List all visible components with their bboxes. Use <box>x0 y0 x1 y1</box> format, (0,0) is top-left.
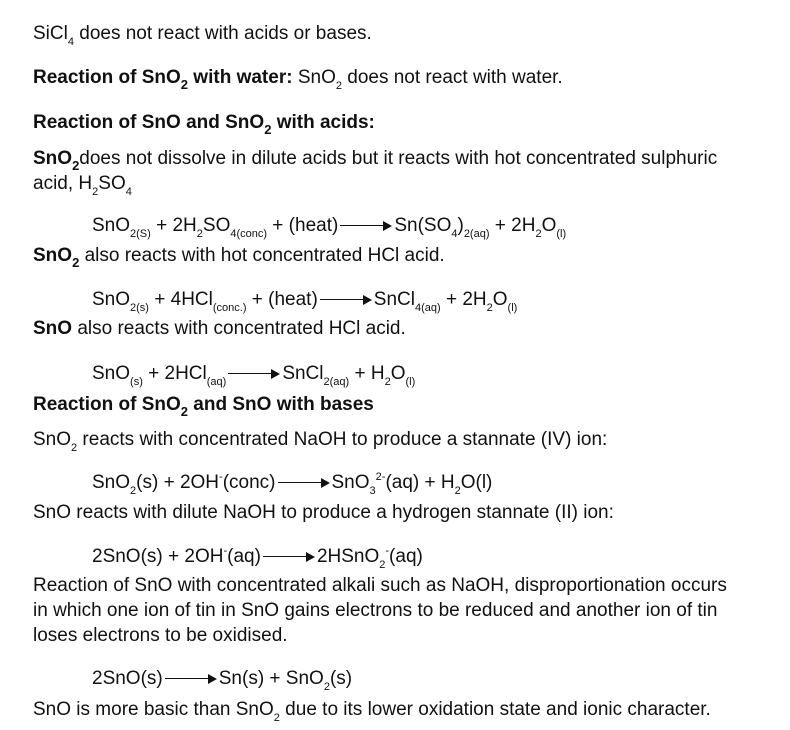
equation-sno2-naoh: SnO$_2$(s) + 2OH-(conc) $SnO_3^{2-}(aq) + H_2O(l)$ <box>92 471 493 497</box>
disproportionation-line-3: loses electrons to be oxidised. <box>33 625 288 646</box>
reaction-arrow-icon <box>228 369 280 379</box>
water-reaction-line: Reaction of SnO$_2$ with water: SnO$_2$ does not react with water. <box>33 67 563 92</box>
disproportionation-line-2: in which one ion of tin in SnO gains electrons to be reduced and another ion of tin <box>33 600 718 621</box>
equation-sno-hcl: SnO$_{(s)}$ + 2HCl$_{(aq)}$ SnCl$_{2(aq)}$ + $H_2O_{(l)}$ <box>92 363 416 388</box>
water-heading: Reaction of SnO$_2$ with water: <box>33 67 293 92</box>
sno-hcl-text: SnO also reacts with concentrated HCl acid. <box>33 318 406 339</box>
sno2-dilute-acid-text: SnO$_2$does not dissolve in dilute acids but it reacts with hot concentrated sulphuric <box>33 148 718 173</box>
sicl4-statement: SiCl$_4$ does not react with acids or bases. <box>33 23 372 48</box>
reaction-arrow-icon <box>340 221 392 231</box>
reaction-arrow-icon <box>263 552 315 562</box>
equation-disproportionation: 2SnO(s) Sn(s) + SnO$_2$(s) <box>92 668 353 693</box>
sno2-naoh-text: SnO$_2$ reacts with concentrated NaOH to produce a stannate (IV) ion: <box>33 429 608 454</box>
equation-sno2-h2so4: $SnO_{2(S)} + 2H_2SO_{4(conc)}$ + (heat) $Sn(SO_4)_{2(aq)} + 2H_2O_{(l)}$ <box>92 215 567 240</box>
sno-naoh-text: SnO reacts with dilute NaOH to produce a hydrogen stannate (II) ion: <box>33 502 614 523</box>
equation-sno2-hcl: SnO$_{2(s)}$ + 4HCl$_{(conc.)}$ + (heat) SnCl$_{4(aq)}$ + $2H_2O_{(l)}$ <box>92 289 518 314</box>
basicity-statement: SnO is more basic than SnO$_2$ due to its lower oxidation state and ionic character. <box>33 699 711 724</box>
bases-heading: Reaction of SnO$_2$ and SnO with bases <box>33 394 374 419</box>
reaction-arrow-icon <box>165 674 217 684</box>
disproportionation-line-1: Reaction of SnO with concentrated alkali such as NaOH, disproportionation occurs <box>33 575 727 596</box>
reaction-arrow-icon <box>278 478 330 488</box>
reaction-arrow-icon <box>320 295 372 305</box>
equation-sno-naoh: 2SnO(s) + 2OH-(aq) 2HSnO$_2$-(aq) <box>92 545 423 571</box>
acids-heading: Reaction of SnO and SnO$_2$ with acids: <box>33 112 375 137</box>
sno2-dilute-acid-text-line2: acid, $H_2SO_4$ <box>33 173 132 198</box>
sno2-hcl-text: SnO$_2$ also reacts with hot concentrated HCl acid. <box>33 245 445 270</box>
